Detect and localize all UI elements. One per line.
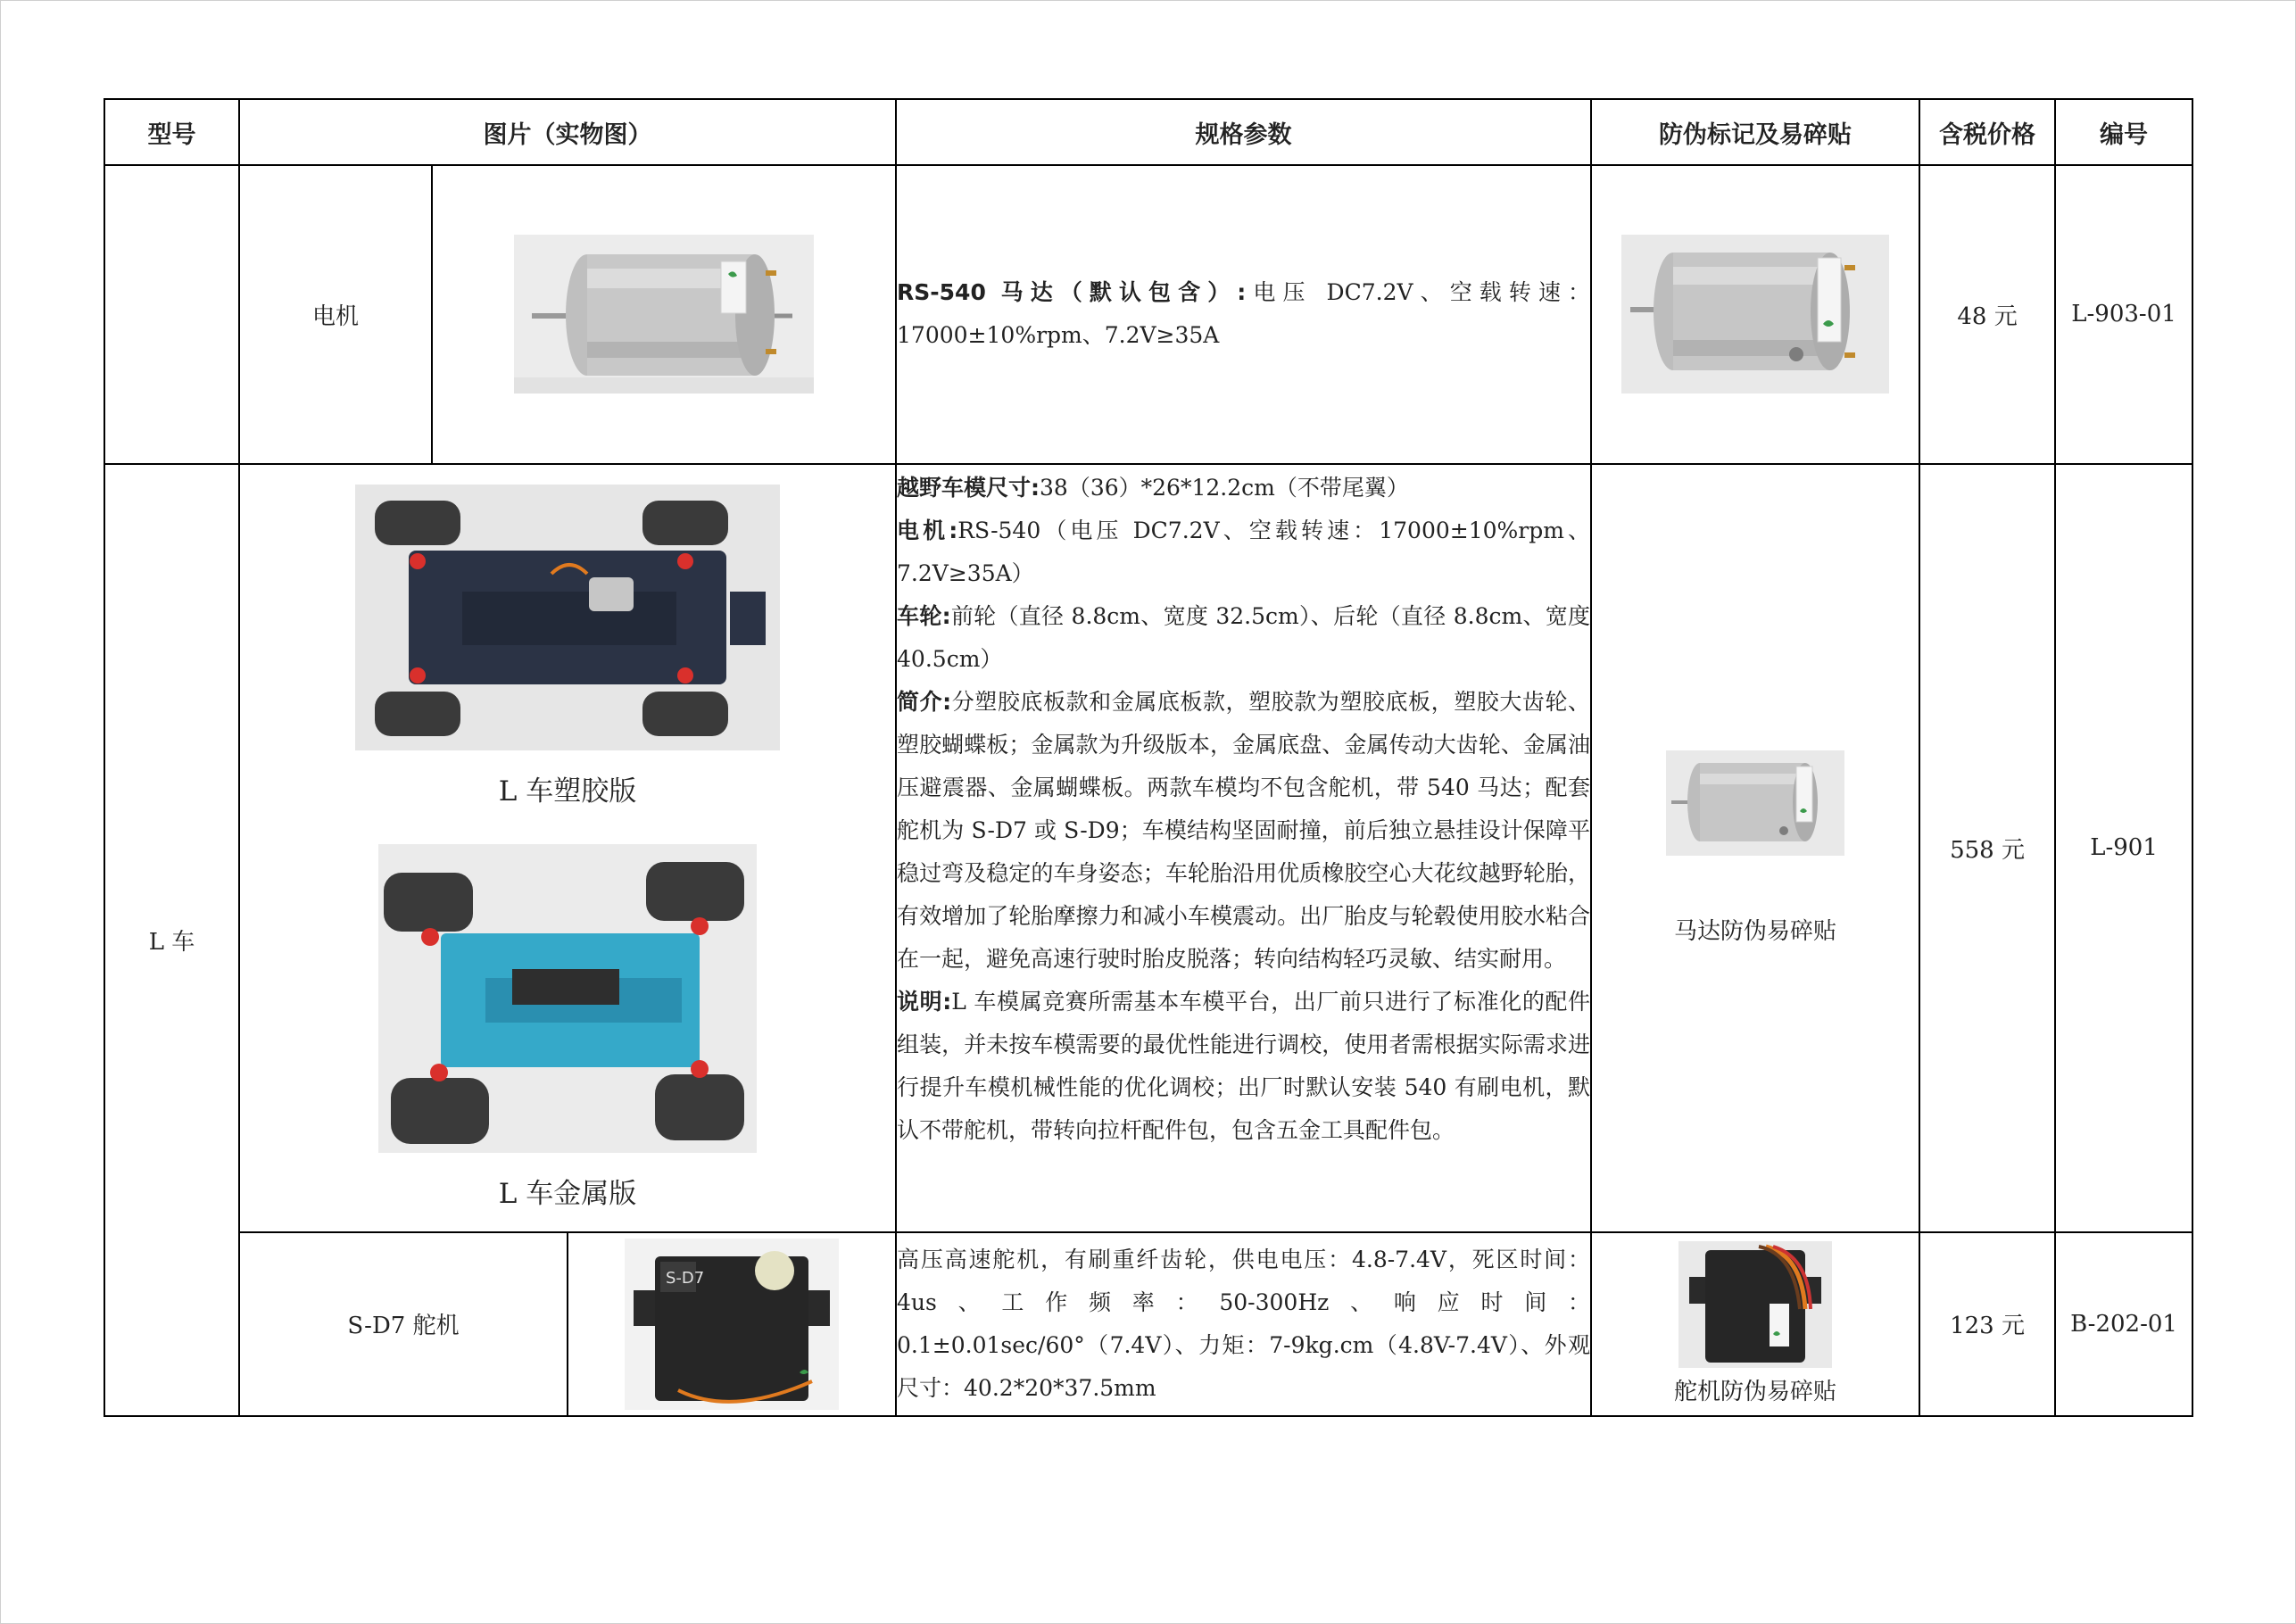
lcar-wheel-text: 前轮（直径 8.8cm、宽度 32.5cm）、后轮（直径 8.8cm、宽度 40.5cm）: [897, 602, 1591, 672]
lcar-note-label: 说明:: [897, 988, 952, 1015]
lcar-size-label: 越野车模尺寸:: [897, 474, 1040, 501]
servo-anticounterfeit-caption: 舵机防伪易碎贴: [1674, 1379, 1837, 1406]
table-row-motor: [104, 165, 2192, 463]
lcar-anticounterfeit-caption: 马达防伪易碎贴: [1674, 917, 1837, 945]
motor-name: 电机: [239, 165, 432, 463]
servo-code: B-202-01: [2055, 1232, 2192, 1416]
motor-price: 48 元: [1919, 165, 2055, 463]
servo-spec: 高压高速舵机，有刷重纤齿轮，供电电压：4.8-7.4V，死区时间：4us、工作频率：50-300Hz、响应时间：0.1±0.01sec/60°（7.4V）、力矩：7-9kg.cm（4.8V-7.4V）、外观尺寸：40.2*20*37.5mm: [896, 1232, 1591, 1416]
lcar-spec: [896, 464, 1591, 1232]
table-row-servo: [104, 1232, 2192, 1416]
servo-photo-cell: [568, 1232, 896, 1416]
lcar-anticounterfeit-photo: [1666, 750, 1844, 856]
header-code: 编号: [2055, 99, 2192, 165]
lcar-wheel-label: 车轮:: [897, 602, 951, 629]
motor-code: L-903-01: [2055, 165, 2192, 463]
servo-anticounterfeit-cell: [1591, 1232, 1919, 1416]
header-model: 型号: [104, 99, 239, 165]
motor-spec-label: RS-540 马达（默认包含）:: [897, 279, 1247, 306]
lcar-motor-label: 电机:: [897, 517, 958, 543]
header-price: 含税价格: [1919, 99, 2055, 165]
lcar-plastic-photo: [355, 485, 780, 750]
lcar-code: L-901: [2055, 464, 2192, 1232]
motor-spec: [896, 165, 1591, 463]
lcar-size-text: 38（36）*26*12.2cm（不带尾翼）: [1040, 474, 1409, 501]
lcar-anticounterfeit-cell: [1591, 464, 1919, 1232]
lcar-motor-text: RS-540（电压 DC7.2V、空载转速：17000±10%rpm、7.2V≥35A）: [897, 517, 1591, 586]
servo-photo: [625, 1239, 839, 1410]
motor-spec-text: 电压 DC7.2V、空载转速：17000±10%rpm、7.2V≥35A: [897, 279, 1591, 349]
lcar-photo-cell: [239, 464, 896, 1232]
table-row-lcar: [104, 464, 2192, 1232]
lcar-price: 558 元: [1919, 464, 2055, 1232]
lcar-model: L 车: [104, 464, 239, 1416]
motor-anticounterfeit-cell: [1591, 165, 1919, 463]
svg-text:S-D7: S-D7: [666, 1268, 705, 1288]
lcar-plastic-caption: L 车塑胶版: [498, 775, 637, 808]
servo-name: S-D7 舵机: [239, 1232, 568, 1416]
motor-photo: [514, 235, 814, 394]
servo-anticounterfeit-photo: [1678, 1241, 1832, 1368]
servo-price: 123 元: [1919, 1232, 2055, 1416]
motor-photo-cell: [432, 165, 896, 463]
lcar-metal-photo: [378, 844, 757, 1153]
header-anticounterfeit: 防伪标记及易碎贴: [1591, 99, 1919, 165]
lcar-intro-label: 简介:: [897, 688, 952, 715]
header-image: 图片（实物图）: [239, 99, 896, 165]
model-cell-empty: [104, 165, 239, 463]
header-spec: 规格参数: [896, 99, 1591, 165]
header-row: [104, 99, 2192, 165]
lcar-note-text: L 车模属竞赛所需基本车模平台，出厂前只进行了标准化的配件组装，并未按车模需要的最优性能进行调校，使用者需根据实际需求进行提升车模机械性能的优化调校；出厂时默认安装 540 有刷电机，默认不带舵机，带转向拉杆配件包，包含五金工具配件包。: [897, 988, 1591, 1143]
lcar-metal-caption: L 车金属版: [498, 1178, 637, 1211]
lcar-intro-text: 分塑胶底板款和金属底板款，塑胶款为塑胶底板，塑胶大齿轮、塑胶蝴蝶板；金属款为升级版本，金属底盘、金属传动大齿轮、金属油压避震器、金属蝴蝶板。两款车模均不包含舵机，带 540 马达；配套舵机为 S-D7 或 S-D9；车模结构坚固耐撞，前后独立悬挂设计保障平稳过弯及稳定的车身姿态；车轮胎沿用优质橡胶空心大花纹越野轮胎，有效增加了轮胎摩擦力和减小车模震动。出厂胎皮与轮毂使用胶水粘合在一起，避免高速行驶时胎皮脱落；转向结构轻巧灵敏、结实耐用。: [897, 688, 1591, 972]
spec-table: [104, 98, 2193, 1417]
motor-anticounterfeit-photo: [1621, 235, 1889, 394]
